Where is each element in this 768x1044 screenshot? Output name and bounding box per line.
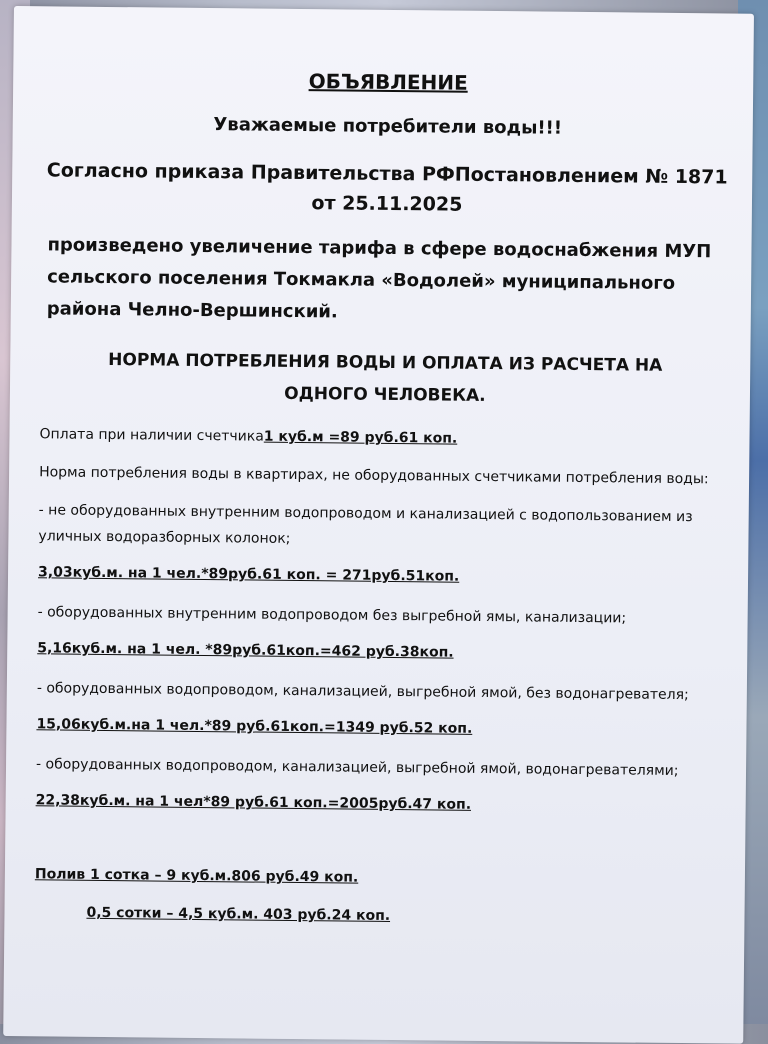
decree-line-2: от 25.11.2025 [311, 192, 463, 216]
notice-title: ОБЪЯВЛЕНИЕ [308, 69, 468, 95]
item-calc: 15,06куб.м.на 1 чел.*89 руб.61коп.=1349 руб.52 коп. [36, 716, 473, 737]
item-desc: - не оборудованных внутренним водопроводом и канализацией с водопользованием из уличных водоразборных колонок; [38, 502, 693, 547]
meter-prefix: Оплата при наличии счетчика [39, 426, 264, 445]
norma-line-1: НОРМА ПОТРЕБЛЕНИЯ ВОДЫ И ОПЛАТА ИЗ РАСЧЕТА НА [108, 350, 663, 376]
item-desc: - оборудованных водопроводом, канализацией, выгребной ямой, водонагревателями; [35, 756, 679, 780]
decree-line-1: Согласно приказа Правительства РФПостановлением № 1871 [46, 159, 728, 189]
meter-payment [39, 421, 729, 454]
notice-paper [3, 6, 754, 1044]
norma-heading [40, 343, 731, 414]
item-calc: 22,38куб.м. на 1 чел*89 руб.61 коп.=2005руб.47 коп. [35, 792, 472, 813]
watering-1-sotka: Полив 1 сотка – 9 куб.м.806 руб.49 коп. [34, 866, 359, 886]
decree [42, 155, 733, 222]
greeting: Уважаемые потребители воды!!! [213, 114, 563, 139]
norma-line-2: ОДНОГО ЧЕЛОВЕКА. [284, 383, 486, 406]
item-calc: 3,03куб.м. на 1 чел.*89руб.61 коп. = 271руб.51коп. [37, 564, 460, 585]
item-desc: - оборудованных водопроводом, канализацией, выгребной ямой, без водонагревателя; [36, 680, 689, 704]
watering-half-sotka: 0,5 сотки – 4,5 куб.м. 403 руб.24 коп. [86, 904, 391, 924]
norm-intro: Норма потребления воды в квартирах, не оборудованных счетчиками потребления воды: [39, 464, 709, 488]
item-calc: 5,16куб.м. на 1 чел. *89руб.61коп.=462 руб.38коп. [37, 640, 454, 661]
tariff-increase-text: произведено увеличение тарифа в сфере водоснабжения МУП сельского поселения Токмакла «Водолей» муниципального района Челно-Вершинский. [46, 234, 712, 323]
item-desc: - оборудованных внутренним водопроводом без выгребной ямы, канализации; [37, 604, 627, 627]
meter-value: 1 куб.м =89 руб.61 коп. [263, 428, 458, 447]
notice-content [34, 66, 733, 946]
